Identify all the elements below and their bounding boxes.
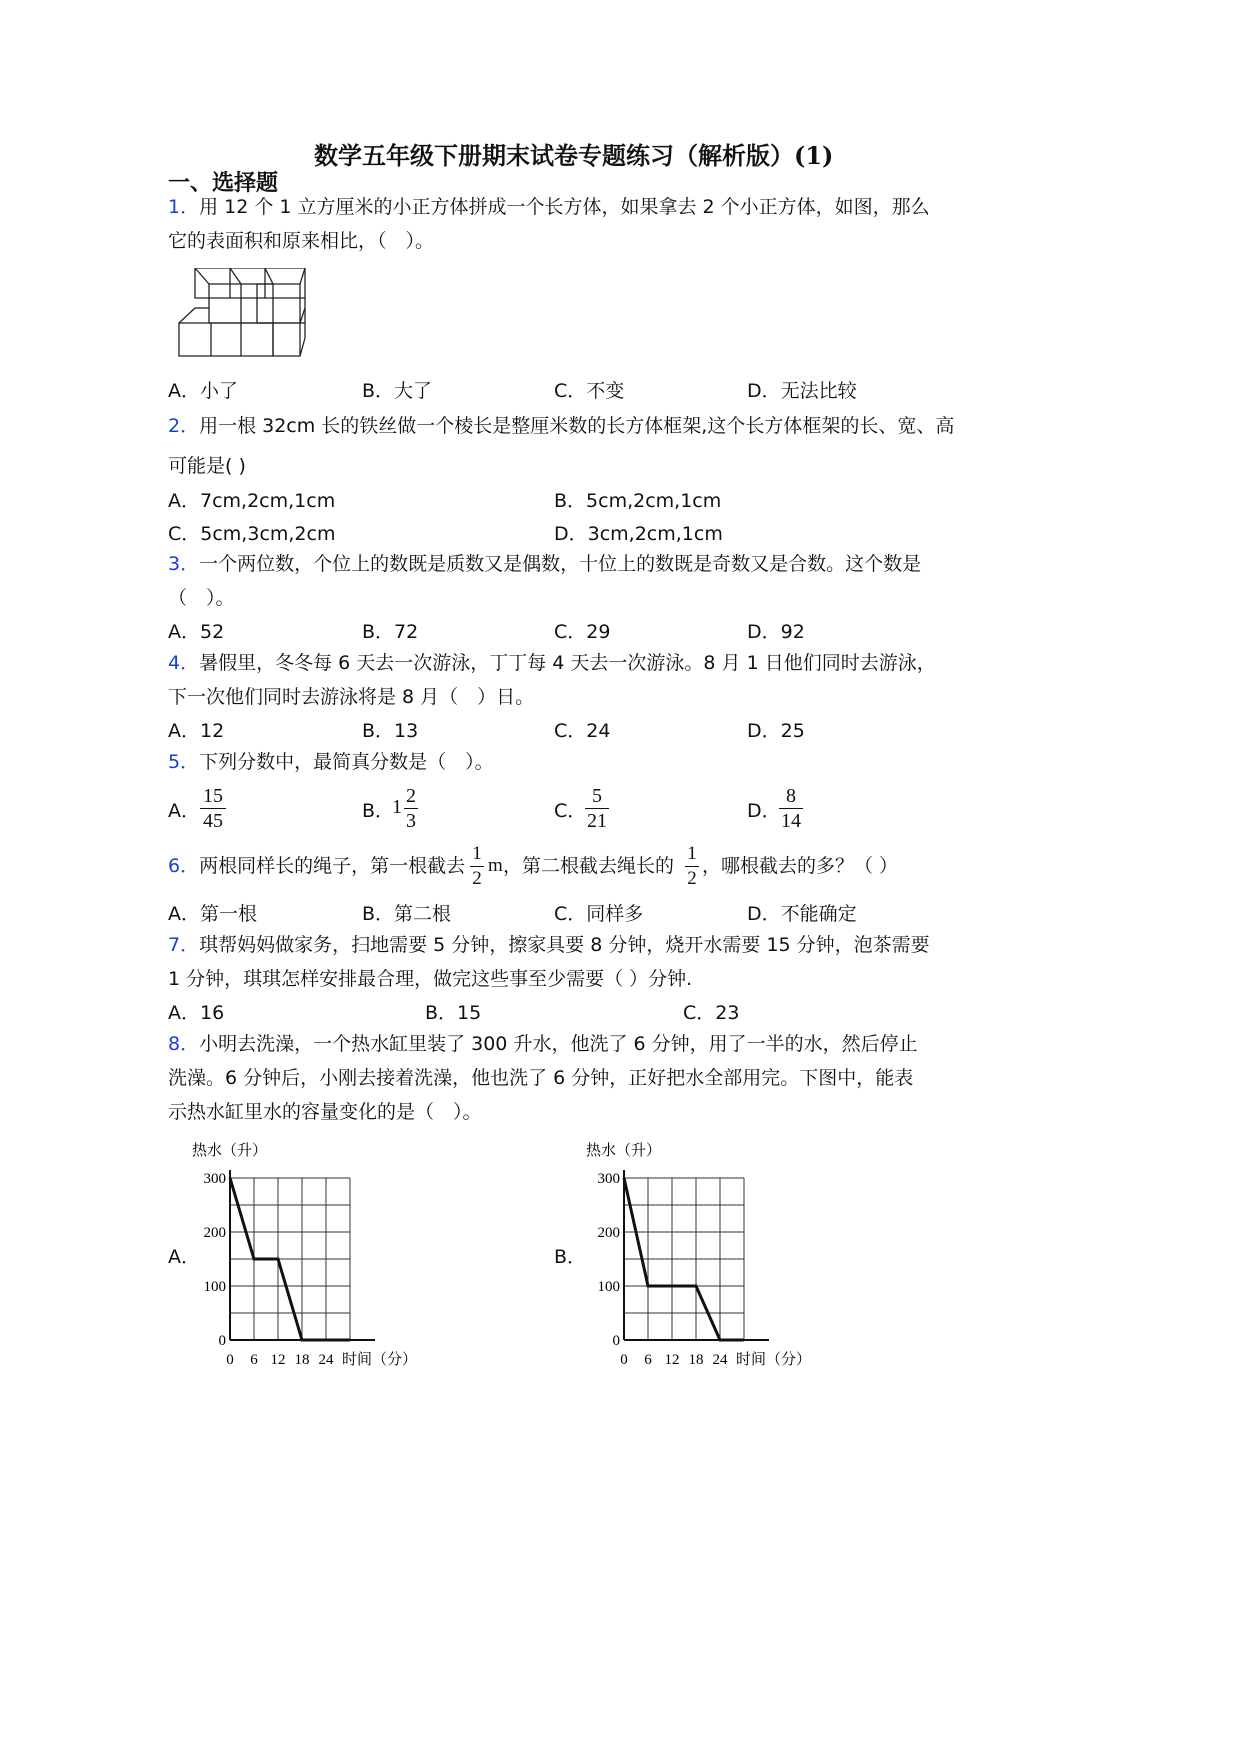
question-number: 5． [168,751,200,773]
question-4-line2: 下一次他们同时去游泳将是 8 月（ ）日。 [168,686,535,708]
option-b[interactable]: B．5cm,2cm,1cm [554,490,722,512]
question-8-line3: 示热水缸里水的容量变化的是（ ）。 [168,1101,482,1123]
x-axis-label: 时间（分） [736,1352,812,1368]
x-tick-label: 0 [226,1352,234,1368]
question-number: 6． [168,855,200,877]
numerator: 2 [406,785,416,807]
question-6 [168,852,465,880]
section-heading: 一、选择题 [168,171,279,196]
numerator: 1 [472,843,482,864]
option-label: D． [747,800,781,822]
option-c[interactable]: C．24 [554,720,611,742]
question-text: 下列分数中，最简真分数是（ ）。 [199,751,494,773]
y-axis-label: 热水（升） [192,1143,268,1159]
question-text: 一个两位数，个位上的数既是质数又是偶数，十位上的数既是奇数又是合数。这个数是 [199,553,922,575]
y-tick-label: 200 [203,1225,226,1241]
question-7 [168,931,930,959]
denominator: 14 [781,810,801,832]
numerator: 5 [592,785,602,807]
mixed-number-whole: 1 [392,796,402,818]
graph-a [190,1135,450,1375]
option-c[interactable]: C．29 [554,621,611,643]
x-tick-label: 18 [688,1352,704,1368]
question-number: 4． [168,652,200,674]
option-label: C． [554,800,587,822]
numerator: 15 [203,785,223,807]
option-b[interactable]: B． [554,1246,587,1268]
option-c[interactable]: C．23 [683,1002,740,1024]
question-4 [168,649,936,677]
question-number: 3． [168,553,200,575]
option-c[interactable]: C．同样多 [554,903,644,925]
option-c[interactable]: C．不变 [554,380,625,402]
question-text: 琪帮妈妈做家务，扫地需要 5 分钟，擦家具要 8 分钟，烧开水需要 15 分钟，泡茶需要 [199,934,930,956]
question-2-line2: 可能是( ) [168,455,246,477]
option-b[interactable] [362,796,394,823]
y-axis-label: 热水（升） [586,1143,662,1159]
y-tick-label: 100 [203,1279,226,1295]
fraction-5-21 [585,784,609,833]
y-tick-label: 0 [218,1333,226,1349]
fraction-1-2 [685,842,699,891]
option-d[interactable]: D．3cm,2cm,1cm [554,523,723,545]
option-a[interactable] [168,796,200,823]
numerator: 1 [687,843,697,864]
option-a[interactable]: A．12 [168,720,225,742]
option-c[interactable] [554,796,586,823]
x-tick-label: 24 [318,1352,334,1368]
option-d[interactable]: D．无法比较 [747,380,857,402]
y-tick-label: 300 [203,1171,226,1187]
question-3-line2: （ ）。 [168,587,235,609]
option-a[interactable]: A．52 [168,621,225,643]
option-a[interactable]: A．小了 [168,380,238,402]
option-d[interactable] [747,796,781,823]
question-7-line2: 1 分钟，琪琪怎样安排最合理，做完这些事至少需要（ ）分钟. [168,968,693,990]
x-tick-label: 6 [250,1352,258,1368]
option-d[interactable]: D．92 [747,621,805,643]
fraction-1-2 [470,842,484,891]
x-axis-label: 时间（分） [342,1352,418,1368]
denominator: 3 [406,810,416,832]
y-tick-label: 100 [597,1279,620,1295]
numerator: 8 [786,785,796,807]
question-8-line2: 洗澡。6 分钟后，小刚去接着洗澡，他也洗了 6 分钟，正好把水全部用完。下图中，能表 [168,1067,914,1089]
option-d[interactable]: D．不能确定 [747,903,857,925]
question-text: 两根同样长的绳子，第一根截去 [199,855,466,877]
denominator: 2 [472,868,482,889]
option-b[interactable]: B．15 [425,1002,482,1024]
option-label: B． [362,800,395,822]
question-6-part2: ，第二根截去绳长的 [503,855,675,877]
question-2 [168,412,954,440]
question-8 [168,1030,918,1058]
fraction-8-14 [779,784,803,833]
option-b[interactable]: B．72 [362,621,419,643]
x-tick-label: 6 [644,1352,652,1368]
x-tick-label: 12 [270,1352,286,1368]
option-a[interactable]: A．第一根 [168,903,257,925]
option-a[interactable]: A．7cm,2cm,1cm [168,490,336,512]
question-5 [168,748,494,776]
x-tick-label: 12 [664,1352,680,1368]
denominator: 21 [587,810,607,832]
option-a[interactable]: A． [168,1246,200,1268]
denominator: 2 [687,868,697,889]
x-tick-label: 24 [712,1352,728,1368]
y-tick-label: 0 [612,1333,620,1349]
option-c[interactable]: C．5cm,3cm,2cm [168,523,336,545]
fraction-2-3 [404,784,418,833]
fraction-15-45 [200,784,226,833]
cube-figure [175,268,315,368]
x-tick-label: 18 [294,1352,310,1368]
option-b[interactable]: B．13 [362,720,419,742]
question-number: 8． [168,1033,200,1055]
unit-meter: m [488,855,503,876]
y-tick-label: 300 [597,1171,620,1187]
page-title: 数学五年级下册期末试卷专题练习（解析版）(1) [314,141,834,170]
question-1-line2: 它的表面积和原来相比，（ ）。 [168,230,435,252]
y-tick-label: 200 [597,1225,620,1241]
question-3 [168,550,921,578]
option-b[interactable]: B．大了 [362,380,433,402]
question-number: 1． [168,196,200,218]
question-number: 7． [168,934,200,956]
question-6-part3: ，哪根截去的多？（ ） [702,855,899,877]
option-a[interactable]: A．16 [168,1002,225,1024]
graph-b [584,1135,844,1375]
question-text: 暑假里，冬冬每 6 天去一次游泳，丁丁每 4 天去一次游泳。8 月 1 日他们同时去游泳， [199,652,936,674]
denominator: 45 [203,810,223,832]
x-tick-label: 0 [620,1352,628,1368]
option-d[interactable]: D．25 [747,720,805,742]
question-text: 用一根 32cm 长的铁丝做一个棱长是整厘米数的长方体框架,这个长方体框架的长、宽、高 [199,415,955,437]
question-number: 2． [168,415,200,437]
question-text: 小明去洗澡，一个热水缸里装了 300 升水，他洗了 6 分钟，用了一半的水，然后停止 [199,1033,918,1055]
option-label: A． [168,800,200,822]
option-b[interactable]: B．第二根 [362,903,452,925]
question-1 [168,193,930,221]
question-text: 用 12 个 1 立方厘米的小正方体拼成一个长方体，如果拿去 2 个小正方体，如图，那么 [199,196,930,218]
